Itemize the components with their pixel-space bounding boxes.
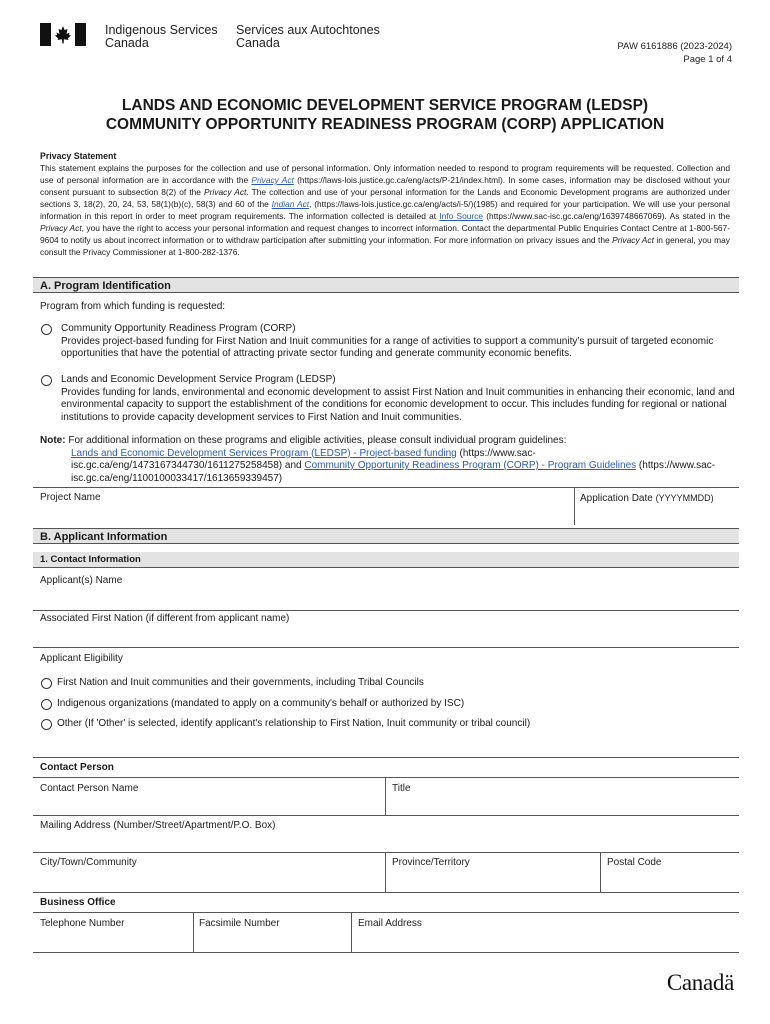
province-label: Province/Territory	[392, 857, 470, 868]
eligibility-other-field[interactable]	[40, 733, 735, 753]
contact-person-name-label: Contact Person Name	[40, 783, 139, 794]
mailing-address-field[interactable]	[40, 833, 735, 851]
department-name-en: Indigenous Services Canada	[105, 23, 218, 50]
ledsp-option: Lands and Economic Development Service Program (LEDSP) Provides funding for lands, environmental and economic development to assist First Nation and Inuit communities in enhancing their economic, land and environmental capacity to support the establishment of the conditions for economic development to occur. This includes funding for regional or national institutions to provide capacity development services to First Nation and Inuit communities.	[61, 374, 735, 423]
contact-person-heading: Contact Person	[40, 762, 114, 773]
corp-guidelines-link[interactable]: Community Opportunity Readiness Program (CORP) - Program Guidelines	[304, 460, 637, 471]
department-name-fr: Services aux Autochtones Canada	[236, 23, 380, 50]
applicant-name-label: Applicant(s) Name	[40, 575, 123, 586]
project-name-label: Project Name	[40, 492, 101, 503]
email-label: Email Address	[358, 918, 422, 929]
postal-code-label: Postal Code	[607, 857, 662, 868]
corp-option: Community Opportunity Readiness Program (CORP) Provides project-based funding for First Nation and Inuit communities for a range of activities to support a community’s pursuit of targeted economic opportunities that have the potential of attracting private sector funding and generate community economic benefits.	[61, 323, 714, 359]
title-field[interactable]	[392, 796, 735, 814]
section-b-header: B. Applicant Information	[33, 528, 739, 544]
page-title: LANDS AND ECONOMIC DEVELOPMENT SERVICE PROGRAM (LEDSP) COMMUNITY OPPORTUNITY READINESS PROGRAM (CORP) APPLICATION	[105, 97, 665, 133]
fax-label: Facsimile Number	[199, 918, 280, 929]
privacy-statement: Privacy Statement This statement explains the purposes for the collection and use of personal information. Only information needed to respond to program requirements will be requested. Collection and use of personal information are in accordance with the Privacy Act (https://laws-lois.justice.gc.ca/eng/acts/P-21/index.html). In some cases, information may be disclosed without your consent pursuant to subsection 8(2) of the Privacy Act. The collection and use of your personal information for the Lands and Economic Development programs are authorized under sections 3, 18(2), 20, 24, 53, 58(1)(b)(c), 58(3) and 60 of the Indian Act, (https://laws-lois.justice.gc.ca/eng/acts/i-5/)(1985) and required for your participation. We will use your personal information in this report in order to meet program requirements. The information collected is detailed at Info Source (https://www.sac-isc.gc.ca/eng/1639748667069). As stated in the Privacy Act, you have the right to access your personal information and request changes to incorrect information. Contact the departmental Public Enquiries Contact Centre at 1-800-567-9604 to notify us about incorrect information or to withdraw participation after submitting your information. For more information on privacy issues and the Privacy Act in general, you may consult the Privacy Commissioner at 1-800-282-1376.	[40, 151, 730, 257]
indian-act-link[interactable]: Indian Act	[271, 199, 310, 209]
info-source-link[interactable]: Info Source	[439, 211, 484, 221]
associated-first-nation-label: Associated First Nation (if different from applicant name)	[40, 613, 290, 624]
city-label: City/Town/Community	[40, 857, 137, 868]
eligibility-other-label: Other (If 'Other' is selected, identify applicant's relationship to First Nation, Inuit community or tribal council)	[57, 718, 531, 729]
eligibility-first-nation-label: First Nation and Inuit communities and their governments, including Tribal Councils	[57, 677, 424, 688]
telephone-field[interactable]	[40, 931, 190, 949]
section-a-header: A. Program Identification	[33, 277, 739, 293]
eligibility-first-nation-radio[interactable]	[41, 678, 52, 689]
ledsp-radio[interactable]	[41, 375, 52, 386]
project-name-field[interactable]	[40, 505, 570, 525]
business-office-heading: Business Office	[40, 897, 116, 908]
contact-person-name-field[interactable]	[40, 796, 380, 814]
canada-wordmark: Canadä	[666, 970, 734, 995]
postal-code-field[interactable]	[607, 870, 735, 890]
eligibility-indigenous-org-radio[interactable]	[41, 699, 52, 710]
program-note: Note: For additional information on these programs and eligible activities, please consult individual program guidelines: Lands and Economic Development Services Program (LEDSP) - Project-based funding (https://www.sac-isc.gc.ca/eng/1473167344730/1611275258458) and Community Opportunity Readiness Program (CORP) - Program Guidelines (https://www.sac-isc.gc.ca/eng/1100100033417/1613659339457)	[40, 435, 716, 484]
title-label: Title	[392, 783, 411, 794]
applicant-eligibility-label: Applicant Eligibility	[40, 653, 123, 664]
corp-radio[interactable]	[41, 324, 52, 335]
program-question: Program from which funding is requested:	[40, 301, 226, 312]
email-field[interactable]	[358, 931, 735, 949]
application-date-label: Application Date (YYYYMMDD)	[580, 493, 714, 504]
canada-flag-logo	[40, 23, 86, 46]
eligibility-other-radio[interactable]	[41, 719, 52, 730]
associated-first-nation-field[interactable]	[40, 626, 735, 646]
applicant-name-field[interactable]	[40, 588, 735, 608]
fax-field[interactable]	[199, 931, 347, 949]
mailing-address-label: Mailing Address (Number/Street/Apartment/P.O. Box)	[40, 820, 276, 831]
province-field[interactable]	[392, 870, 597, 890]
application-date-field[interactable]	[580, 505, 735, 525]
contact-information-header: 1. Contact Information	[33, 552, 739, 568]
privacy-act-link[interactable]: Privacy Act	[251, 175, 294, 185]
ledsp-guidelines-link[interactable]: Lands and Economic Development Services Program (LEDSP) - Project-based funding	[71, 447, 457, 459]
form-number: PAW 6161886 (2023-2024) Page 1 of 4	[617, 41, 732, 65]
city-field[interactable]	[40, 870, 380, 890]
telephone-label: Telephone Number	[40, 918, 125, 929]
eligibility-indigenous-org-label: Indigenous organizations (mandated to apply on a community's behalf or authorized by ISC)	[57, 698, 465, 709]
